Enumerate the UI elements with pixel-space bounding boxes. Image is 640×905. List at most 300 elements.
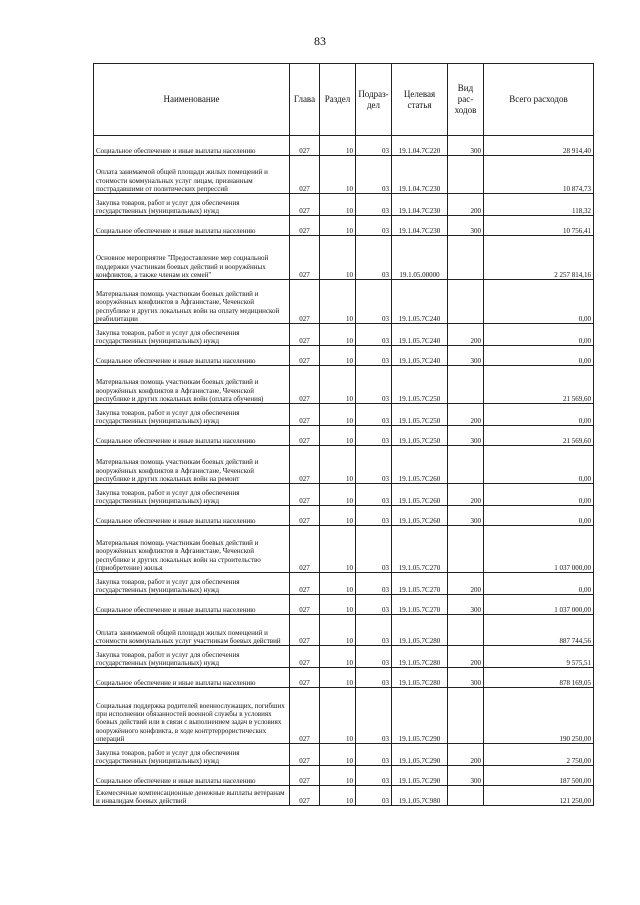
cell-total — [484, 595, 594, 615]
cell-chapter-text: 027 — [299, 226, 310, 235]
cell-chapter-text: 027 — [299, 563, 310, 572]
cell-subsection — [356, 646, 392, 668]
cell-subsection-text: 03 — [382, 146, 389, 155]
cell-chapter — [290, 573, 320, 595]
cell-total — [484, 194, 594, 216]
cell-target-text: 19.1.04.7С230 — [398, 206, 441, 215]
table-row — [94, 136, 594, 156]
cell-chapter-text: 027 — [299, 756, 310, 765]
cell-subsection-text: 03 — [382, 356, 389, 365]
cell-chapter-text: 027 — [299, 474, 310, 483]
cell-target — [392, 484, 448, 506]
cell-total-text: 0,00 — [578, 416, 591, 425]
table-row — [94, 506, 594, 526]
cell-chapter-text: 027 — [299, 336, 310, 345]
cell-target — [392, 216, 448, 236]
cell-name — [94, 426, 290, 446]
cell-total — [484, 573, 594, 595]
cell-name-text: Закупка товаров, работ и услуг для обеспечения государственных (муниципальных) нужд — [96, 408, 240, 425]
cell-section-text: 10 — [346, 605, 353, 614]
cell-total — [484, 236, 594, 280]
cell-total-text: 187 500,00 — [559, 776, 591, 785]
table-row — [94, 668, 594, 688]
cell-total-text: 9 575,51 — [566, 658, 591, 667]
cell-type-text: 300 — [470, 226, 481, 235]
cell-total-text: 0,00 — [578, 314, 591, 323]
cell-section-text: 10 — [346, 563, 353, 572]
table-row — [94, 646, 594, 668]
cell-section-text: 10 — [346, 636, 353, 645]
cell-target-text: 19.1.05.7С280 — [398, 658, 441, 667]
cell-name — [94, 744, 290, 766]
cell-subsection — [356, 280, 392, 324]
cell-target-text: 19.1.05.7С290 — [398, 756, 441, 765]
cell-total-text: 10 756,41 — [563, 226, 591, 235]
cell-type-text: 300 — [470, 516, 481, 525]
cell-subsection — [356, 156, 392, 194]
cell-type-text: 200 — [470, 206, 481, 215]
cell-subsection — [356, 194, 392, 216]
cell-target-text: 19.1.05.7С240 — [398, 356, 441, 365]
cell-total — [484, 484, 594, 506]
cell-subsection-text: 03 — [382, 416, 389, 425]
table-row — [94, 766, 594, 786]
cell-name-text: Социальное обеспечение и иные выплаты населению — [96, 516, 256, 525]
cell-section-text: 10 — [346, 146, 353, 155]
cell-name — [94, 194, 290, 216]
cell-subsection-text: 03 — [382, 605, 389, 614]
cell-total — [484, 280, 594, 324]
cell-target-text: 19.1.05.7С260 — [398, 496, 441, 505]
cell-total — [484, 506, 594, 526]
cell-total — [484, 646, 594, 668]
cell-section — [320, 484, 356, 506]
cell-name-text: Социальное обеспечение и иные выплаты населению — [96, 146, 256, 155]
table-row — [94, 526, 594, 573]
cell-total — [484, 615, 594, 646]
cell-name — [94, 236, 290, 280]
cell-total — [484, 668, 594, 688]
cell-section — [320, 506, 356, 526]
cell-total-text: 1 037 000,00 — [554, 605, 591, 614]
cell-subsection — [356, 484, 392, 506]
cell-target-text: 19.1.05.7С280 — [398, 636, 441, 645]
table-row — [94, 744, 594, 766]
cell-chapter-text: 027 — [299, 416, 310, 425]
cell-target — [392, 786, 448, 806]
cell-section — [320, 766, 356, 786]
cell-chapter — [290, 346, 320, 366]
cell-total — [484, 526, 594, 573]
cell-total — [484, 446, 594, 484]
cell-chapter-text: 027 — [299, 516, 310, 525]
cell-target — [392, 136, 448, 156]
cell-chapter-text: 027 — [299, 658, 310, 667]
cell-target-text: 19.1.05.7С280 — [398, 678, 441, 687]
cell-target — [392, 615, 448, 646]
cell-name — [94, 324, 290, 346]
cell-section — [320, 346, 356, 366]
cell-target-text: 19.1.05.7С290 — [398, 776, 441, 785]
cell-subsection — [356, 526, 392, 573]
table-row — [94, 484, 594, 506]
header-total: Всего расходов — [484, 64, 594, 136]
cell-type-text: 200 — [470, 336, 481, 345]
cell-subsection-text: 03 — [382, 336, 389, 345]
cell-chapter — [290, 136, 320, 156]
cell-target-text: 19.1.04.7С230 — [398, 226, 441, 235]
cell-name-text: Закупка товаров, работ и услуг для обеспечения государственных (муниципальных) нужд — [96, 650, 240, 667]
cell-name — [94, 216, 290, 236]
cell-section — [320, 194, 356, 216]
cell-section — [320, 615, 356, 646]
cell-target-text: 19.1.05.7С270 — [398, 585, 441, 594]
cell-name — [94, 136, 290, 156]
cell-type — [448, 236, 484, 280]
cell-total-text: 0,00 — [578, 336, 591, 345]
cell-section — [320, 404, 356, 426]
cell-total-text: 21 569,60 — [563, 436, 591, 445]
cell-type — [448, 426, 484, 446]
cell-chapter — [290, 484, 320, 506]
cell-chapter — [290, 766, 320, 786]
table-row — [94, 346, 594, 366]
cell-subsection — [356, 216, 392, 236]
cell-chapter — [290, 366, 320, 404]
cell-name-text: Материальная помощь участникам боевых действий и вооружённых конфликтов в Афганистане, Чеченской республике и других локальных войн на оплату медицинской реабилитации — [96, 290, 280, 323]
table-row — [94, 426, 594, 446]
cell-subsection — [356, 744, 392, 766]
cell-type — [448, 786, 484, 806]
cell-section-text: 10 — [346, 496, 353, 505]
cell-type — [448, 668, 484, 688]
cell-type — [448, 595, 484, 615]
cell-chapter-text: 027 — [299, 206, 310, 215]
cell-target — [392, 526, 448, 573]
cell-section-text: 10 — [346, 756, 353, 765]
cell-name-text: Закупка товаров, работ и услуг для обеспечения государственных (муниципальных) нужд — [96, 328, 240, 345]
cell-section-text: 10 — [346, 184, 353, 193]
table-row — [94, 595, 594, 615]
cell-chapter-text: 027 — [299, 496, 310, 505]
cell-section-text: 10 — [346, 394, 353, 403]
cell-target — [392, 236, 448, 280]
cell-total — [484, 366, 594, 404]
header-row — [94, 64, 594, 136]
cell-name-text: Ежемесячные компенсационные денежные выплаты ветеранам и инвалидам боевых действий — [96, 788, 285, 805]
cell-section — [320, 668, 356, 688]
cell-total — [484, 688, 594, 744]
cell-total-text: 28 914,40 — [563, 146, 591, 155]
cell-target-text: 19.1.05.00000 — [399, 270, 440, 279]
cell-type — [448, 688, 484, 744]
table-row — [94, 324, 594, 346]
cell-type-text: 200 — [470, 416, 481, 425]
cell-name-text: Социальное обеспечение и иные выплаты населению — [96, 436, 256, 445]
cell-subsection-text: 03 — [382, 474, 389, 483]
cell-type-text: 200 — [470, 756, 481, 765]
cell-target-text: 19.1.05.7С260 — [398, 516, 441, 525]
cell-total-text: 878 169,05 — [559, 678, 591, 687]
table-row — [94, 216, 594, 236]
cell-chapter-text: 027 — [299, 605, 310, 614]
cell-section-text: 10 — [346, 336, 353, 345]
page-number: 83 — [314, 34, 326, 48]
cell-section — [320, 280, 356, 324]
cell-total — [484, 156, 594, 194]
cell-name-text: Социальное обеспечение и иные выплаты населению — [96, 776, 256, 785]
cell-name-text: Социальное обеспечение и иные выплаты населению — [96, 678, 256, 687]
cell-target-text: 19.1.05.7С240 — [398, 314, 441, 323]
cell-type-text: 300 — [470, 678, 481, 687]
cell-target — [392, 668, 448, 688]
cell-chapter — [290, 668, 320, 688]
cell-type-text: 300 — [470, 605, 481, 614]
cell-section-text: 10 — [346, 270, 353, 279]
cell-subsection-text: 03 — [382, 516, 389, 525]
budget-table — [93, 63, 594, 806]
cell-type — [448, 366, 484, 404]
cell-type — [448, 766, 484, 786]
cell-name — [94, 595, 290, 615]
cell-chapter — [290, 156, 320, 194]
cell-subsection-text: 03 — [382, 270, 389, 279]
cell-section — [320, 595, 356, 615]
cell-subsection — [356, 136, 392, 156]
cell-total-text: 21 569,60 — [563, 394, 591, 403]
cell-subsection-text: 03 — [382, 776, 389, 785]
cell-target-text: 19.1.05.7С250 — [398, 394, 441, 403]
cell-subsection-text: 03 — [382, 226, 389, 235]
cell-subsection-text: 03 — [382, 496, 389, 505]
cell-subsection — [356, 324, 392, 346]
cell-name-text: Оплата занимаемой общей площади жилых помещений и стоимости коммунальных услуг лицам, признанным пострадавшими от политических репрессий — [96, 168, 268, 193]
cell-section-text: 10 — [346, 226, 353, 235]
cell-total-text: 0,00 — [578, 474, 591, 483]
cell-type — [448, 573, 484, 595]
cell-subsection — [356, 573, 392, 595]
cell-chapter-text: 027 — [299, 356, 310, 365]
cell-chapter — [290, 216, 320, 236]
cell-target — [392, 446, 448, 484]
cell-type-text: 300 — [470, 776, 481, 785]
cell-target — [392, 404, 448, 426]
cell-subsection-text: 03 — [382, 394, 389, 403]
cell-type — [448, 194, 484, 216]
cell-subsection-text: 03 — [382, 563, 389, 572]
cell-subsection — [356, 615, 392, 646]
cell-name-text: Социальная поддержка родителей военнослужащих, погибших при исполнении обязанностей военной службы в условиях боевых действий или в связи с выполнением задач в условиях вооружённого конфликта, в ходе контртеррористических операций — [96, 701, 285, 743]
cell-subsection-text: 03 — [382, 206, 389, 215]
cell-section — [320, 236, 356, 280]
cell-chapter — [290, 646, 320, 668]
cell-subsection-text: 03 — [382, 314, 389, 323]
cell-total — [484, 216, 594, 236]
cell-section — [320, 216, 356, 236]
header-expense-type: Вид рас-ходов — [448, 64, 484, 136]
cell-chapter-text: 027 — [299, 636, 310, 645]
cell-subsection-text: 03 — [382, 636, 389, 645]
cell-subsection — [356, 404, 392, 426]
cell-subsection — [356, 688, 392, 744]
cell-target — [392, 766, 448, 786]
table-row — [94, 573, 594, 595]
cell-name — [94, 366, 290, 404]
cell-chapter — [290, 446, 320, 484]
cell-total — [484, 744, 594, 766]
cell-name — [94, 573, 290, 595]
header-name: Наименование — [94, 64, 290, 136]
cell-subsection-text: 03 — [382, 585, 389, 594]
cell-section — [320, 136, 356, 156]
cell-total-text: 0,00 — [578, 356, 591, 365]
cell-subsection — [356, 236, 392, 280]
cell-target-text: 19.1.04.7С220 — [398, 146, 441, 155]
cell-name-text: Закупка товаров, работ и услуг для обеспечения государственных (муниципальных) нужд — [96, 488, 240, 505]
cell-total-text: 0,00 — [578, 516, 591, 525]
cell-name — [94, 786, 290, 806]
cell-type — [448, 404, 484, 426]
cell-chapter-text: 027 — [299, 734, 310, 743]
table-row — [94, 786, 594, 806]
cell-total — [484, 404, 594, 426]
cell-section — [320, 744, 356, 766]
cell-chapter-text: 027 — [299, 270, 310, 279]
cell-target — [392, 426, 448, 446]
cell-subsection — [356, 426, 392, 446]
cell-subsection — [356, 346, 392, 366]
cell-chapter — [290, 506, 320, 526]
cell-target-text: 19.1.05.7С270 — [398, 563, 441, 572]
cell-section — [320, 324, 356, 346]
cell-type-text: 300 — [470, 436, 481, 445]
cell-target — [392, 595, 448, 615]
cell-type — [448, 280, 484, 324]
cell-chapter-text: 027 — [299, 184, 310, 193]
cell-target — [392, 280, 448, 324]
cell-target-text: 19.1.05.7С250 — [398, 416, 441, 425]
cell-chapter-text: 027 — [299, 394, 310, 403]
cell-name — [94, 646, 290, 668]
cell-name-text: Материальная помощь участникам боевых действий и вооружённых конфликтов в Афганистане, Чеченской республике и других локальных войн на ремонт — [96, 458, 259, 483]
cell-chapter-text: 027 — [299, 146, 310, 155]
cell-target-text: 19.1.05.7С250 — [398, 436, 441, 445]
cell-total-text: 0,00 — [578, 585, 591, 594]
cell-chapter — [290, 324, 320, 346]
cell-total-text: 10 874,73 — [563, 184, 591, 193]
header-target-item: Целевая статья — [392, 64, 448, 136]
cell-type — [448, 506, 484, 526]
cell-name-text: Закупка товаров, работ и услуг для обеспечения государственных (муниципальных) нужд — [96, 198, 240, 215]
cell-section-text: 10 — [346, 474, 353, 483]
cell-type-text: 300 — [470, 356, 481, 365]
cell-total-text: 2 257 814,16 — [554, 270, 591, 279]
cell-name — [94, 156, 290, 194]
cell-chapter — [290, 595, 320, 615]
cell-subsection — [356, 506, 392, 526]
cell-total — [484, 766, 594, 786]
cell-name — [94, 446, 290, 484]
cell-total-text: 0,00 — [578, 496, 591, 505]
cell-chapter — [290, 404, 320, 426]
cell-target — [392, 346, 448, 366]
header-subsection: Подраз-дел — [356, 64, 392, 136]
cell-target-text: 19.1.05.7С980 — [398, 796, 441, 805]
cell-target-text: 19.1.05.7С270 — [398, 605, 441, 614]
table-row — [94, 156, 594, 194]
table-row — [94, 280, 594, 324]
cell-name — [94, 280, 290, 324]
cell-total-text: 190 250,00 — [559, 734, 591, 743]
cell-section-text: 10 — [346, 796, 353, 805]
cell-name-text: Закупка товаров, работ и услуг для обеспечения государственных (муниципальных) нужд — [96, 748, 240, 765]
header-section: Раздел — [320, 64, 356, 136]
cell-section — [320, 426, 356, 446]
cell-type — [448, 646, 484, 668]
cell-section — [320, 156, 356, 194]
cell-total — [484, 346, 594, 366]
cell-name — [94, 668, 290, 688]
cell-chapter — [290, 615, 320, 646]
cell-target — [392, 573, 448, 595]
cell-type — [448, 156, 484, 194]
cell-total — [484, 324, 594, 346]
cell-subsection — [356, 786, 392, 806]
cell-name — [94, 404, 290, 426]
cell-target — [392, 156, 448, 194]
cell-type — [448, 744, 484, 766]
cell-subsection — [356, 595, 392, 615]
cell-subsection-text: 03 — [382, 796, 389, 805]
cell-total-text: 2 750,00 — [566, 756, 591, 765]
cell-chapter-text: 027 — [299, 585, 310, 594]
cell-subsection — [356, 366, 392, 404]
cell-type — [448, 484, 484, 506]
cell-section-text: 10 — [346, 314, 353, 323]
cell-total-text: 1 037 000,00 — [554, 563, 591, 572]
cell-section-text: 10 — [346, 678, 353, 687]
cell-target — [392, 744, 448, 766]
cell-name — [94, 526, 290, 573]
cell-type-text: 200 — [470, 496, 481, 505]
cell-chapter — [290, 280, 320, 324]
cell-section — [320, 366, 356, 404]
cell-subsection — [356, 668, 392, 688]
cell-section — [320, 688, 356, 744]
table-row — [94, 366, 594, 404]
cell-name-text: Социальное обеспечение и иные выплаты населению — [96, 356, 256, 365]
cell-chapter-text: 027 — [299, 436, 310, 445]
cell-type-text: 200 — [470, 658, 481, 667]
cell-subsection-text: 03 — [382, 436, 389, 445]
cell-total-text: 121 250,00 — [559, 796, 591, 805]
cell-type — [448, 446, 484, 484]
cell-chapter — [290, 194, 320, 216]
header-chapter: Глава — [290, 64, 320, 136]
cell-name-text: Социальное обеспечение и иные выплаты населению — [96, 605, 256, 614]
cell-subsection — [356, 446, 392, 484]
cell-total — [484, 786, 594, 806]
cell-chapter — [290, 688, 320, 744]
cell-total-text: 118,32 — [572, 206, 591, 215]
cell-name — [94, 484, 290, 506]
cell-subsection-text: 03 — [382, 734, 389, 743]
cell-chapter — [290, 786, 320, 806]
cell-section — [320, 573, 356, 595]
cell-section-text: 10 — [346, 585, 353, 594]
cell-name-text: Социальное обеспечение и иные выплаты населению — [96, 226, 256, 235]
cell-subsection-text: 03 — [382, 658, 389, 667]
